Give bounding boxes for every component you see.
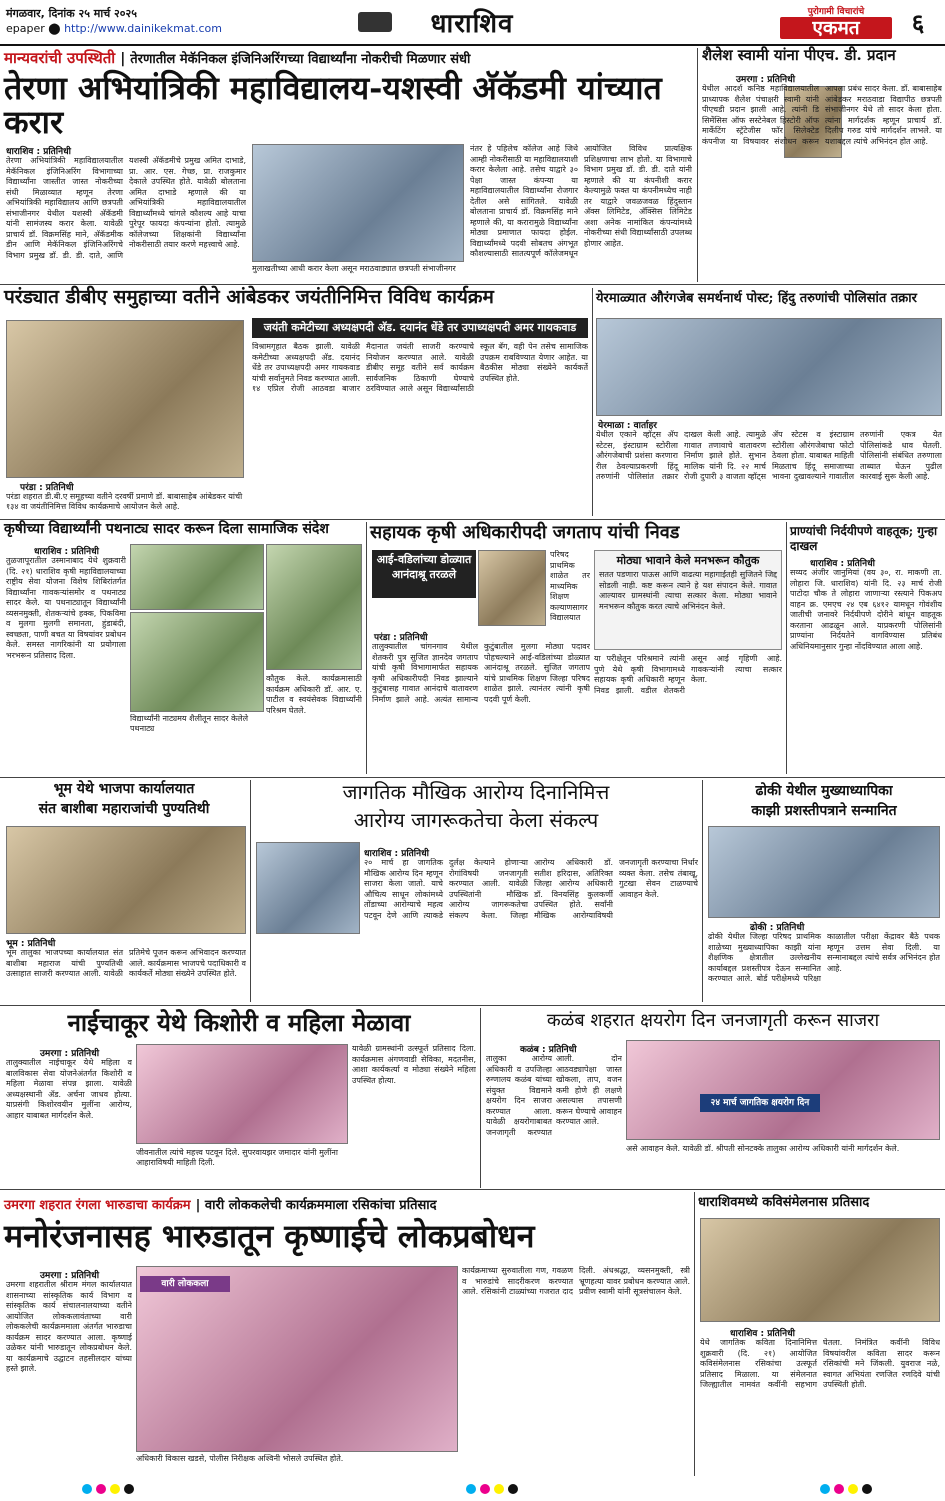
story13-body-continued: कार्यक्रमाच्या सुरुवातीला गण, गवळण व भारुडांचे सादरीकरण करण्यात आले. रसिकांनी टाळ्यांच्या गजरात दाद दिली. अंधश्रद्धा, व्यसनमुक्ती, स्त्री भ्रूणहत्या यावर प्रबोधन करण्यात आले. प्रवीण स्वामी यांनी सूत्रसंचालन केले. xyxy=(462,1266,690,1296)
edition-title: धाराशिव xyxy=(352,4,592,40)
registration-dot-cyan xyxy=(820,1484,830,1494)
column-divider xyxy=(366,522,367,774)
story14-byline: धाराशिव : प्रतिनिधी xyxy=(730,1329,795,1339)
story13-photo-banner: वारी लोककला xyxy=(140,1276,230,1292)
registration-dot-black xyxy=(508,1484,518,1494)
story12-byline: कळंब : प्रतिनिधी xyxy=(520,1045,577,1055)
story8-photo xyxy=(6,826,246,934)
registration-dot-black xyxy=(124,1484,134,1494)
section-divider xyxy=(0,519,945,520)
epaper-link[interactable]: http://www.dainikekmat.com xyxy=(64,22,222,35)
story11-caption: जीवनातील त्यांचे महत्त्व पटवून दिले. सुपरवायझर जमादार यांनी मुलींना आहाराविषयी माहिती दिली. xyxy=(136,1148,338,1167)
story8-body: भूम तालुका भाजपच्या कार्यालयात संत बाशीबा महाराज यांची पुण्यतिथी उत्साहात साजरी करण्यात आली. यावेळी प्रतिमेचे पूजन करून अभिवादन करण्यात आले. कार्यक्रमास भाजपचे पदाधिकारी व कार्यकर्ते मोठ्या संख्येने उपस्थित होते. xyxy=(6,948,246,978)
story8-headline-2: संत बाशीबा महाराजांची पुण्यतिथी xyxy=(38,801,210,817)
page-number: ६ xyxy=(911,9,925,37)
story1-deckline xyxy=(4,48,684,70)
story6-byline: परंडा : प्रतिनिधी xyxy=(374,633,428,643)
story9-body: २० मार्च हा जागतिक मौखिक आरोग्य दिन म्हणून साजरा केला जातो. याचे औचित्य साधून लोकांमध्ये तोंडाच्या आरोग्याचे महत्व पटवून देणे आणि त्याकडे दुर्लक्ष केल्याने होणाऱ्या रोगांविषयी जनजागृती करण्यात आली. यावेळी उपस्थितांनी मौखिक आरोग्य जागरूकतेचा संकल्प केला. जिल्हा आरोग्य अधिकारी डॉ. सतीश हरिदास, अतिरिक्त जिल्हा आरोग्य अधिकारी डॉ. विनयसिंह कुलकर्णी उपस्थित होते. सर्वांनी मौखिक आरोग्याविषयी जनजागृती करण्याचा निर्धार व्यक्त केला. तसेच तंबाखू, गुटखा सेवन टाळण्याचे आवाहन केले. xyxy=(364,858,698,920)
story3-body: विश्रामगृहात बैठक झाली. यावेळी कमेटीच्या अध्यक्षपदी अ‍ॅड. दयानंद धेंडे तर उपाध्यक्षपदी अमर गायकवाड यांची सर्वानुमते निवड करण्यात आली. १४ एप्रिल रोजी आठवडा बाजार मैदानात जयंती साजरी करण्याचे नियोजन करण्यात आले. यावेळी डीबीए समूह वतीने सर्व कार्यक्रम सार्वजनिक ठिकाणी घेण्याचे ठरविण्यात आले असून विद्यार्थ्यांसाठी स्कूल बॅग, वही पेन तसेच सामाजिक उपक्रम राबविण्यात येणार आहेत. या बैठकीस मोठ्या संख्येने कार्यकर्ते उपस्थित होते. xyxy=(252,342,588,393)
story14-headline: धाराशिवमध्ये कविसंमेलनास प्रतिसाद xyxy=(698,1195,870,1210)
column-divider xyxy=(702,780,703,1002)
story6-headline: सहायक कृषी अधिकारीपदी जगताप यांची निवड xyxy=(370,522,680,543)
story3-photo xyxy=(6,320,244,478)
story1-body: तेरणा अभियांत्रिकी महाविद्यालयातील मेकॅनिकल इंजिनिअरिंग विभागाच्या विद्यार्थ्यांना जास्तीत जास्त नोकरीच्या संधी मिळाव्यात म्हणून तेरणा अभियांत्रिकी महाविद्यालय आणि छत्रपती संभाजीनगर येथील यशस्वी अ‍ॅकॅडमी यांनी सामंजस्य करार केला. यावेळी प्राचार्य डॉ. विक्रमसिंह माने, अ‍ॅकॅडमीक डीन आणि मेकॅनिकल इंजिनिअरिंगचे विभाग प्रमुख डॉ. डी. डी. दाते, आणि यशस्वी अ‍ॅकॅडमीचे प्रमुख अमित दाभाडे, प्रा. आर. एस. गेच्छ, प्रा. राजकुमार देकाले उपस्थित होते. यावेळी बोलताना अमित दाभाडे म्हणाले की या अभियांत्रिकी महाविद्यालयातील विद्यार्थ्यांमध्ये चांगले कौशल्य आहे याचा पुरेपूर फायदा कंपन्यांना होतो. त्यामुळे कॉलेजच्या शिक्षकांनी विद्यार्थ्यांना नोकरीसाठी तयार करणे महत्त्वाचे आहे. xyxy=(6,156,246,260)
story6-body: तालुक्यातील चांगनगाव येथील शेतकरी पुत्र सुजित ज्ञानदेव जगताप यांची कृषी विभागामार्फत सहायक कृषी अधिकारीपदी निवड झाल्याने कुटुंबासह गावात आनंदाचे वातावरण निर्माण झाले आहे. अत्यंत सामान्य कुटुंबातील मुलगा मोठ्या पदावर पोहचल्याने आई-वडिलांच्या डोळ्यात आनंदाश्रू तरळले. सुजित जगताप यांचे प्राथमिक शिक्षण जिल्हा परिषद शाळेत झाले. त्यानंतर त्यांनी कृषी पदवी पूर्ण केली. xyxy=(372,642,590,704)
story8-headline-1: भूम येथे भाजपा कार्यालयात xyxy=(53,781,195,797)
story10-photo xyxy=(708,826,940,918)
section-divider xyxy=(0,1005,945,1006)
brand-name: एकमत xyxy=(780,17,892,39)
story7-body: सय्यद अंजीर जानुमियां (वय ३०, रा. माकणी ता. लोहारा जि. धाराशिव) यांनी दि. २३ मार्च रोजी पाटोदा चौक ते लोहारा जाणाऱ्या रस्त्याने पिकअप वाहन क्र. एमएच २४ एब ६४१२ यामधून गोवंशीय जातीची जनावरे निर्दयीपणे दोरीने बांधून वाहतूक करताना आढळून आले. याप्रकरणी पोलिसांनी प्राण्यांना निर्दयतेने वागविण्यास प्रतिबंध अधिनियमानुसार गुन्हा नोंदविण्यात आला आहे. xyxy=(790,568,942,651)
story10-headline-2: काझी प्रशस्तीपत्राने सन्मानित xyxy=(751,803,897,819)
column-divider xyxy=(786,522,787,774)
story1-body-continued: नंतर हे पहिलेच कॉलेज आहे जिथे आम्ही नोकरीसाठी या महाविद्यालयाशी करार केलेला आहे. तसेच याद्वारे ३० पेक्षा जास्त कंपन्या या महाविद्यालयातील विद्यार्थ्यांना रोजगार देतील असे सांगितले. यावेळी बोलताना प्राचार्य डॉ. विक्रमसिंह माने म्हणाले की, या करारामुळे विद्यार्थ्यांना मोठ्या प्रमाणात फायदा होईल. विद्यार्थ्यांमध्ये पदवी सोबतच अंगभूत कौशल्यासाठी सातत्यपूर्ण कॉलेजमधून आयोजित विविध प्रात्यक्षिक प्रशिक्षणाचा लाभ होतो. या विभागाचे विभाग प्रमुख डॉ. डी. डी. दाते यांनी म्हणाले की या कंपनीशी करार केल्यामुळे फक्त या कंपनीमध्येच नाही तर याद्वारे जवळजवळ हिंदुस्तान अ‍ॅक्स लिमिटेड, अ‍ॅक्सिस लिमिटेड अशा अनेक नामांकित कंपन्यांमध्ये नोकरीच्या संधी विद्यार्थ्यांसाठी उपलब्ध होणार आहेत. xyxy=(470,144,692,258)
story10-byline: ढोकी : प्रतिनिधी xyxy=(750,923,805,933)
story5-headline: कृषीच्या विद्यार्थ्यांनी पथनाट्य सादर करून दिला सामाजिक संदेश xyxy=(4,521,329,537)
story6-portrait xyxy=(478,550,546,626)
registration-dot-black xyxy=(862,1484,872,1494)
story11-byline: उमरगा : प्रतिनिधी xyxy=(40,1049,100,1059)
print-registration-strip xyxy=(0,1480,945,1498)
registration-dot-yellow xyxy=(110,1484,120,1494)
story3-banner: जयंती कमेटीच्या अध्यक्षपदी अ‍ॅड. दयानंद धेंडे तर उपाध्यक्षपदी अमर गायकवाड xyxy=(252,318,588,338)
story12-body: तालुका आरोग्य अधिकारी व उपजिल्हा रुग्णालय कळंब यांच्या संयुक्त विद्यमाने क्षयरोग दिन साजरा करण्यात आला. यावेळी क्षयरोगाबाबत जनजागृती करण्यात आली. दोन आठवड्यापेक्षा जास्त खोकला, ताप, वजन कमी होणे ही लक्षणे असल्यास तपासणी करून घेण्याचे आवाहन करण्यात आले. xyxy=(486,1054,622,1137)
story13-caption: अधिकारी विकास खडसे, पोलीस निरीक्षक अश्विनी भोसले उपस्थित होते. xyxy=(136,1454,344,1463)
story4-body: येथील एकाने व्हॉट्स ॲप स्टेटस, इंस्टाग्राम स्टोरीला औरंगजेबाची प्रशंसा करणारा रील ठेवल्याप्रकरणी हिंदू तरुणांनी पोलिसांत तक्रार दाखल केली आहे. त्यामुळे गावात तणावाचे वातावरण निर्माण झाले होते. सुभान मालिक यांनी दि. २२ मार्च रोजी दुपारी ३ वाजता व्हॉट्स ॲप स्टेटस व इंस्टाग्राम स्टोरीला औरंगजेबाचा फोटो ठेवला होता. याबाबत माहिती मिळताच हिंदू समाजाच्या भावना दुखावल्याने गावातील तरुणांनी एकत्र येत पोलिसांकडे धाव घेतली. पोलिसांनी संबंधित तरुणाला ताब्यात घेऊन पुढील कारवाई सुरू केली आहे. xyxy=(596,430,942,481)
column-divider xyxy=(697,48,698,282)
story13-separator: | xyxy=(195,1198,205,1213)
story11-photo xyxy=(136,1044,348,1144)
story3-headline: परंड्यात डीबीए समुहाच्या वतीने आंबेडकर जयंतीनिमित्त विविध कार्यक्रम xyxy=(4,286,494,308)
story12-headline: कळंब शहरात क्षयरोग दिन जनजागृती करून साजरा xyxy=(546,1010,880,1031)
story5-body-continued: कौतुक केले. कार्यक्रमासाठी कार्यक्रम अधिकारी डॉ. आर. ए. पाटील व स्वयंसेवक विद्यार्थ्यांनी परिश्रम घेतले. xyxy=(266,674,362,715)
story7-byline: धाराशिव : प्रतिनिधी xyxy=(810,559,875,569)
story10-headline-1: ढोकी येथील मुख्याध्यापिका xyxy=(755,783,893,799)
globe-icon: ⬤ xyxy=(48,22,61,35)
column-divider xyxy=(592,288,593,516)
story13-body: उमरगा शहरातील श्रीराम मंगल कार्यालयात शासनाच्या सांस्कृतिक कार्य विभाग व सांस्कृतिक कार्य संचालनालयाच्या वतीने आयोजित लोककलावंताच्या वारी लोककलेची कार्यक्रममाला अंतर्गत भारुडाचा कार्यक्रम सादर करण्यात आला. कृष्णाई उळेकर यांनी भारुडातून लोकप्रबोधन केले. या कार्यक्रमाचे उद्घाटन तहसीलदार यांच्या हस्ते झाले. xyxy=(6,1280,132,1373)
story6-box-body: सतत पडणारा पाऊस आणि वाढत्या महागाईतही सुजितने जिद्द सोडली नाही. कष्ट करून त्याने हे यश संपादन केले. गावात आल्यावर ग्रामस्थांनी त्याचा सत्कार केला. मोठ्या भावाने मनभरून कौतुक करत त्याचे अभिनंदन केले. xyxy=(599,570,777,611)
registration-dot-magenta xyxy=(96,1484,106,1494)
story14-photo xyxy=(700,1218,940,1322)
story1-deck: तेरणातील मेकॅनिकल इंजिनिअरिंगच्या विद्यार्थ्यांना नोकरीची मिळणार संधी xyxy=(130,52,471,67)
story1-headline: तेरणा अभियांत्रिकी महाविद्यालय-यशस्वी अ‍ॅकॅडमी यांच्यात करार xyxy=(4,69,662,141)
story13-kicker-2: वारी लोककलेची कार्यक्रममाला रसिकांचा प्रतिसाद xyxy=(204,1198,437,1213)
registration-dot-yellow xyxy=(494,1484,504,1494)
story6-box xyxy=(594,550,782,650)
story5-byline: धाराशिव : प्रतिनिधी xyxy=(34,547,99,557)
story13-headline: मनोरंजनासह भारुडातून कृष्णाईचे लोकप्रबोधन xyxy=(4,1217,535,1255)
section-divider xyxy=(0,284,945,285)
masthead-date: मंगळवार, दिनांक २५ मार्च २०२५ xyxy=(6,7,137,20)
story4-photo xyxy=(596,318,942,416)
story12-photo xyxy=(626,1040,940,1140)
story2-byline: उमरगा : प्रतिनिधी xyxy=(736,75,796,85)
story12-caption: असे आवाहन केले. यावेळी डॉ. श्रीपती सोनटक्के तालुका आरोग्य अधिकारी यांनी मार्गदर्शन केले. xyxy=(626,1144,900,1153)
story6-box-title: मोठ्या भावाने केले मनभरून कौतुक xyxy=(616,554,760,567)
brand-tagline: पुरोगामी विचारांचे xyxy=(807,7,865,17)
epaper-label: epaper xyxy=(6,22,45,35)
story2-body: येथील आदर्श कनिष्ठ महाविद्यालयातील प्राध्यापक शैलेश पंचाक्षरी स्वामी यांनी पीएचडी प्रदान झाली आहे. त्यांनी डि सिमेंसिस ऑफ सस्टेनेबल हिस्टोरी ऑफ मार्केटिंग स्ट्रॅटेजीस फॉर सिलेक्टेड कंपनीज या विषयावर संशोधन करून आपला प्रबंध सादर केला. डॉ. बाबासाहेब आंबेडकर मराठवाडा विद्यापीठ छत्रपती संभाजीनगर येथे तो सादर केला होता. त्यांना मार्गदर्शक म्हणून प्राचार्य डॉ. दिलीप गरुड यांचे मार्गदर्शन लाभले. या यशाबद्दल त्यांचे अभिनंदन होत आहे. xyxy=(702,84,942,146)
story9-byline: धाराशिव : प्रतिनिधी xyxy=(364,849,429,859)
story6-body-continued: या परीक्षेतून परिश्रमाने त्यांनी पुणे येथे कृषी विभागामध्ये सहायक कृषी अधिकारी म्हणून निवड झाली. वडील शेतकरी असून आई गृहिणी आहे. गावकऱ्यांनी त्याचा सत्कार केला. xyxy=(594,654,782,695)
story4-headline: येरमाळ्यात औरंगजेब समर्थनार्थ पोस्ट; हिंदु तरुणांची पोलिसांत तक्रार xyxy=(596,291,917,306)
story11-body-continued: यावेळी ग्रामस्थांनी उत्स्फूर्त प्रतिसाद दिला. कार्यक्रमास अंगणवाडी सेविका, मदतनीस, आशा कार्यकर्त्या व मोठ्या संख्येने महिला उपस्थित होत्या. xyxy=(352,1044,476,1085)
registration-dot-magenta xyxy=(834,1484,844,1494)
masthead-epaper xyxy=(6,22,222,35)
story8-byline: भूम : प्रतिनिधी xyxy=(6,939,56,949)
story13-kicker-1: उमरगा शहरात रंगला भारुडाचा कार्यक्रम xyxy=(4,1198,191,1213)
section-divider xyxy=(0,777,945,778)
story14-body: येथे जागतिक कविता दिनानिमित्त शुक्रवारी (दि. २१) आयोजित कविसंमेलनास रसिकांचा उत्स्फूर्त प्रतिसाद मिळाला. या संमेलनात जिल्ह्यातील नामवंत कवींनी सहभाग घेतला. निमंत्रित कवींनी विविध विषयांवरील कविता सादर करून रसिकांची मने जिंकली. युवराज नळे, स्वागत अभियंता रणजित रणदिवे यांची उपस्थिती होती. xyxy=(700,1338,940,1389)
story6-sub-banner: आई-वडिलांच्या डोळ्यात आनंदाश्रू तरळले xyxy=(372,550,476,598)
section-divider xyxy=(0,1189,945,1190)
story11-body: तालुक्यातील नाईचाकूर येथे महिला व बालविकास सेवा योजनेअंतर्गत किशोरी व महिला मेळावा संपन्न झाला. यावेळी अध्यक्षस्थानी ॲड. अर्चना जाधव होत्या. याप्रसंगी किशोरवयीन मुलींना आरोग्य, आहार याबाबत मार्गदर्शन केले. xyxy=(6,1058,132,1120)
story7-headline: प्राण्यांची निर्दयीपणे वाहतूक; गुन्हा दाखल xyxy=(790,524,938,553)
registration-dot-magenta xyxy=(480,1484,490,1494)
story12-photo-banner: २४ मार्च जागतिक क्षयरोग दिन xyxy=(700,1094,820,1112)
story1-separator: | xyxy=(120,51,131,67)
story9-headline-1: जागतिक मौखिक आरोग्य दिनानिमित्त xyxy=(342,780,610,804)
story1-caption: मुलाखतीच्या आधी करार केला असून मराठवाड्यात छत्रपती संभाजीनगर xyxy=(252,264,456,273)
story3-byline: परंडा : प्रतिनिधी xyxy=(20,483,74,493)
story5-body: तुळजापूरातील उस्मानाबाद येथे शुक्रवारी (दि. २१) धाराशिव कृषी महाविद्यालयाच्या राष्ट्रीय सेवा योजना विशेष शिबिरांतर्गत विद्यार्थ्यांना गावकऱ्यांसमोर व पथनाट्य सादर केले. या पथनाट्यातून विद्यार्थ्यांनी व्यसनमुक्ती, शेतकऱ्यांचे हक्क, पिकविमा व मुलगा मुलगी समानता, हुंडाबंदी, स्वच्छता, पाणी बचत या विषयांवर प्रबोधन केले. समस्त नागरिकांनी या प्रयोगाला भरभरून प्रतिसाद दिला. xyxy=(6,556,126,660)
story2-headline: शैलेश स्वामी यांना पीएच. डी. प्रदान xyxy=(702,46,896,64)
story11-headline: नाईचाकूर येथे किशोरी व महिला मेळावा xyxy=(67,1008,411,1037)
story5-caption: विद्यार्थ्यांनी नाट्यमय शैलीतून सादर केलेले पथनाट्य xyxy=(130,714,249,733)
column-divider xyxy=(480,1008,481,1188)
column-divider xyxy=(694,1192,695,1476)
story5-photo-1 xyxy=(130,544,264,610)
story1-kicker: मान्यवरांची उपस्थिती xyxy=(4,49,116,67)
story10-body: ढोकी येथील जिल्हा परिषद प्राथमिक शाळेच्या मुख्याध्यापिका काझी यांना शैक्षणिक क्षेत्रातील उल्लेखनीय कार्याबद्दल प्रशस्तीपत्र देऊन सन्मानित करण्यात आले. बोर्ड परीक्षेमध्ये परिक्षा काळातील परीक्षा केंद्रावर बैठे पथक म्हणून उत्तम सेवा दिली. या सन्मानाबद्दल त्यांचे सर्वत्र अभिनंदन होत आहे. xyxy=(708,932,940,983)
registration-dot-cyan xyxy=(466,1484,476,1494)
story13-deckline xyxy=(4,1194,690,1216)
story3-caption: परंडा शहरात डी.बी.ए समूहच्या वतीने दरवर्षी प्रमाणे डॉ. बाबासाहेब आंबेडकर यांची १३४ वा जयंतीनिमित्त विविध कार्यक्रमाचे आयोजन केले आहे. xyxy=(6,492,243,511)
story4-byline: येरमाळा : वार्ताहर xyxy=(598,421,657,431)
registration-dot-cyan xyxy=(82,1484,92,1494)
column-divider xyxy=(250,780,251,1002)
registration-dot-yellow xyxy=(848,1484,858,1494)
story6-side-text: परिषद प्राथमिक शाळेत तर माध्यमिक शिक्षण कल्याणसागर विद्यालयात xyxy=(550,550,590,622)
brand-logo xyxy=(780,4,892,40)
story13-byline: उमरगा : प्रतिनिधी xyxy=(40,1271,100,1281)
story9-headline-2: आरोग्य जागरूकतेचा केला संकल्प xyxy=(353,808,599,832)
story13-photo xyxy=(136,1266,458,1452)
story5-photo-3 xyxy=(266,544,362,670)
story1-photo xyxy=(252,144,464,262)
story9-photo xyxy=(256,842,360,934)
story1-byline: धाराशिव : प्रतिनिधी xyxy=(6,147,71,157)
story5-photo-2 xyxy=(130,612,264,712)
